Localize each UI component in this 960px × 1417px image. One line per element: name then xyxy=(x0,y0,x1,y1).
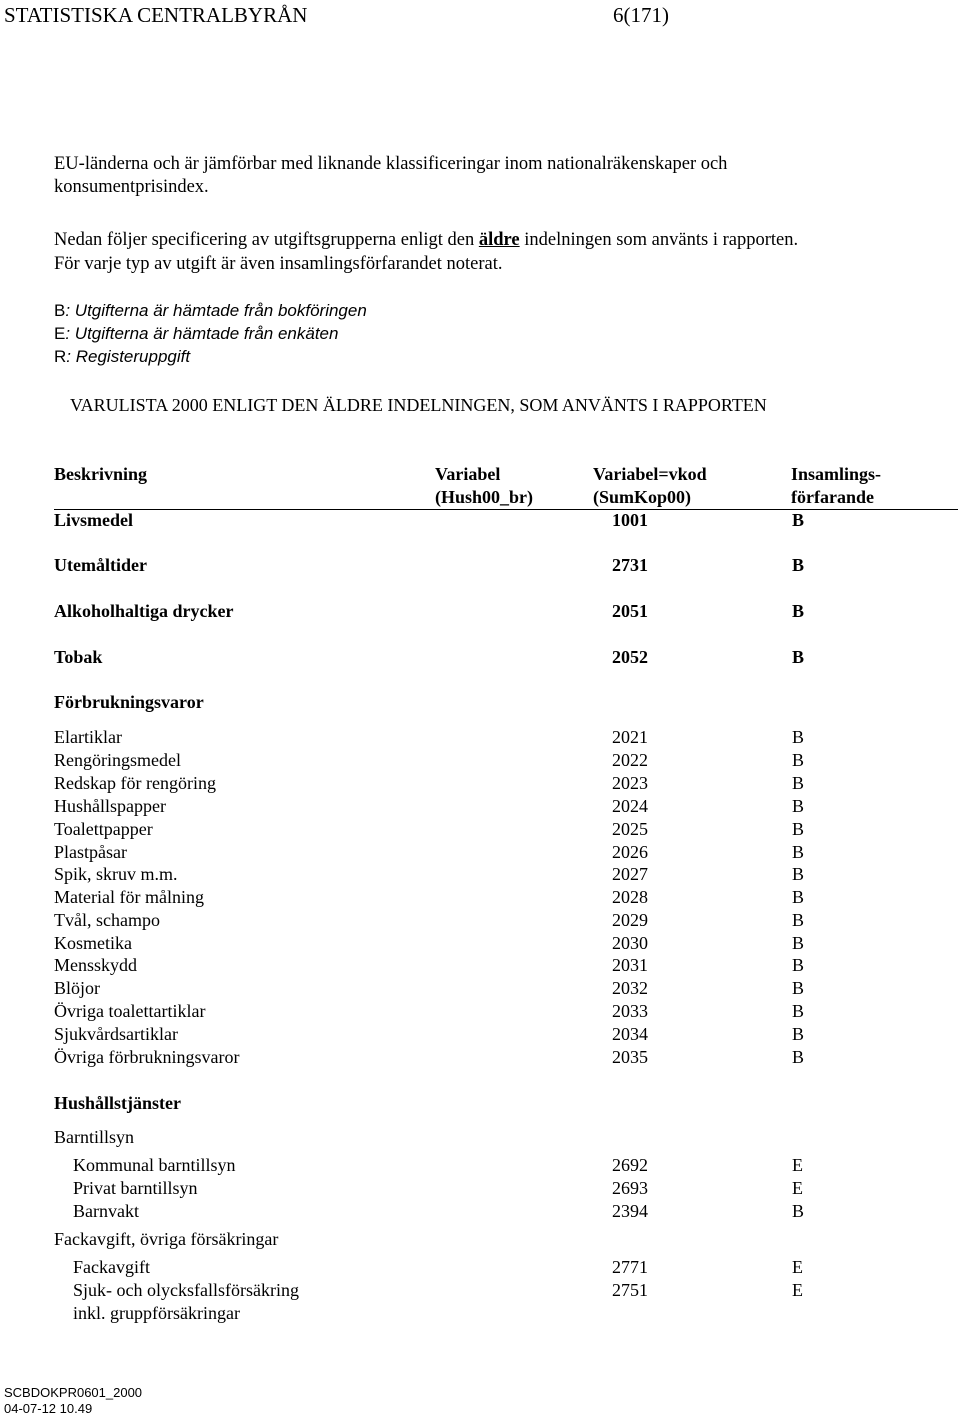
row-method: B xyxy=(792,1047,805,1067)
row-description: Kosmetika xyxy=(54,933,132,953)
row-description: Elartiklar xyxy=(54,727,122,747)
row-description: Barntillsyn xyxy=(54,1127,134,1147)
table-row xyxy=(0,796,960,819)
row-description: Utemåltider xyxy=(54,555,147,575)
intro-line-2: konsumentprisindex. xyxy=(54,177,209,197)
row-vkod: 2022 xyxy=(612,750,648,770)
table-row xyxy=(0,955,960,978)
table-row xyxy=(0,1127,960,1150)
row-vkod: 2692 xyxy=(612,1155,648,1175)
table-row xyxy=(0,1001,960,1024)
row-description: Hushållstjänster xyxy=(54,1093,182,1113)
row-method: B xyxy=(792,796,805,816)
row-vkod: 2731 xyxy=(612,555,648,575)
list-title: VARULISTA 2000 ENLIGT DEN ÄLDRE INDELNINGEN, SOM ANVÄNTS I RAPPORTEN xyxy=(70,395,767,415)
row-vkod: 2751 xyxy=(612,1280,648,1300)
row-description: Livsmedel xyxy=(54,510,133,530)
row-method: B xyxy=(792,864,805,884)
col-header-vkod: Variabel=vkod (SumKop00) xyxy=(593,464,707,507)
row-method: B xyxy=(792,773,805,793)
row-method: E xyxy=(792,1280,803,1300)
table-row xyxy=(0,510,960,533)
row-vkod: 2026 xyxy=(612,842,648,862)
row-method: B xyxy=(792,601,805,621)
table-row xyxy=(0,910,960,933)
row-vkod: 2030 xyxy=(612,933,648,953)
row-description: Plastpåsar xyxy=(54,842,127,862)
row-description: Förbrukningsvaror xyxy=(54,692,204,712)
row-description: Redskap för rengöring xyxy=(54,773,216,793)
row-method: B xyxy=(792,1201,805,1221)
page-number: 6(171) xyxy=(613,3,669,27)
row-description: Övriga toalettartiklar xyxy=(54,1001,206,1021)
row-method: E xyxy=(792,1155,803,1175)
row-method: B xyxy=(792,978,805,998)
intro-line-3: Nedan följer specificering av utgiftsgrupperna enligt den äldre indelningen som använts i rapporten. xyxy=(54,230,799,250)
row-vkod: 2394 xyxy=(612,1201,648,1221)
row-description: Kommunal barntillsyn xyxy=(73,1155,236,1175)
row-method: B xyxy=(792,1001,805,1021)
row-method: E xyxy=(792,1257,803,1277)
row-vkod: 2031 xyxy=(612,955,648,975)
row-method: B xyxy=(792,647,805,667)
row-description: Barnvakt xyxy=(73,1201,139,1221)
table-row xyxy=(0,692,960,715)
header-org: STATISTISKA CENTRALBYRÅN xyxy=(4,3,308,27)
table-row xyxy=(0,887,960,910)
row-description: Mensskydd xyxy=(54,955,138,975)
table-row xyxy=(0,1093,960,1116)
row-vkod: 2028 xyxy=(612,887,648,907)
footer-timestamp: 04-07-12 10.49 xyxy=(4,1401,93,1416)
row-description: Sjukvårdsartiklar xyxy=(54,1024,178,1044)
row-description: Spik, skruv m.m. xyxy=(54,864,178,884)
row-method: B xyxy=(792,819,805,839)
row-method: B xyxy=(792,750,805,770)
table-row xyxy=(0,1201,960,1224)
row-vkod: 2693 xyxy=(612,1178,648,1198)
row-description: Alkoholhaltiga drycker xyxy=(54,601,234,621)
row-vkod: 2029 xyxy=(612,910,648,930)
table-row xyxy=(0,555,960,578)
row-description: inkl. gruppförsäkringar xyxy=(73,1303,240,1323)
row-vkod: 1001 xyxy=(612,510,648,530)
row-vkod: 2025 xyxy=(612,819,648,839)
footer-doc-id: SCBDOKPR0601_2000 xyxy=(4,1385,143,1400)
legend-b: B: Utgifterna är hämtade från bokföringen xyxy=(54,301,367,320)
row-method: B xyxy=(792,727,805,747)
row-method: B xyxy=(792,1024,805,1044)
row-method: B xyxy=(792,887,805,907)
table-row xyxy=(0,1280,960,1303)
row-vkod: 2052 xyxy=(612,647,648,667)
table-row xyxy=(0,864,960,887)
row-description: Hushållspapper xyxy=(54,796,166,816)
table-row xyxy=(0,773,960,796)
row-vkod: 2024 xyxy=(612,796,648,816)
table-row xyxy=(0,601,960,624)
row-description: Sjuk- och olycksfallsförsäkring xyxy=(73,1280,299,1300)
table-row xyxy=(0,1229,960,1252)
row-method: B xyxy=(792,933,805,953)
row-description: Fackavgift xyxy=(73,1257,150,1277)
table-row xyxy=(0,1155,960,1178)
row-method: B xyxy=(792,510,805,530)
row-description: Rengöringsmedel xyxy=(54,750,181,770)
row-description: Övriga förbrukningsvaror xyxy=(54,1047,240,1067)
table-row xyxy=(0,1047,960,1070)
col-header-variable: Variabel (Hush00_br) xyxy=(435,464,534,507)
row-vkod: 2051 xyxy=(612,601,648,621)
row-description: Blöjor xyxy=(54,978,101,998)
row-method: B xyxy=(792,955,805,975)
intro-line-1: EU-länderna och är jämförbar med liknande klassificeringar inom nationalräkenskaper och xyxy=(54,154,728,174)
row-description: Material för målning xyxy=(54,887,204,907)
row-vkod: 2023 xyxy=(612,773,648,793)
row-vkod: 2771 xyxy=(612,1257,648,1277)
row-vkod: 2021 xyxy=(612,727,648,747)
row-description: Tobak xyxy=(54,647,103,667)
table-row xyxy=(0,933,960,956)
row-description: Privat barntillsyn xyxy=(73,1178,198,1198)
table-row xyxy=(0,978,960,1001)
intro-line-4: För varje typ av utgift är även insamlingsförfarandet noterat. xyxy=(54,254,503,274)
row-method: B xyxy=(792,555,805,575)
table-row xyxy=(0,842,960,865)
legend-e: E: Utgifterna är hämtade från enkäten xyxy=(54,324,339,343)
table-row xyxy=(0,647,960,670)
row-vkod: 2027 xyxy=(612,864,648,884)
col-header-method: Insamlings- förfarande xyxy=(791,464,882,507)
row-description: Fackavgift, övriga försäkringar xyxy=(54,1229,279,1249)
row-vkod: 2033 xyxy=(612,1001,648,1021)
legend-r: R: Registeruppgift xyxy=(54,347,191,366)
table-row xyxy=(0,819,960,842)
table-row xyxy=(0,1257,960,1280)
row-description: Tvål, schampo xyxy=(54,910,160,930)
table-row xyxy=(0,727,960,750)
row-description: Toalettpapper xyxy=(54,819,153,839)
row-method: E xyxy=(792,1178,803,1198)
table-row xyxy=(0,750,960,773)
table-row xyxy=(0,1024,960,1047)
row-vkod: 2035 xyxy=(612,1047,648,1067)
table-row xyxy=(0,1178,960,1201)
row-vkod: 2032 xyxy=(612,978,648,998)
emphasis-aldre: äldre xyxy=(478,230,520,250)
table-row xyxy=(0,1303,960,1326)
row-vkod: 2034 xyxy=(612,1024,648,1044)
row-method: B xyxy=(792,842,805,862)
col-header-description: Beskrivning xyxy=(54,464,148,484)
row-method: B xyxy=(792,910,805,930)
